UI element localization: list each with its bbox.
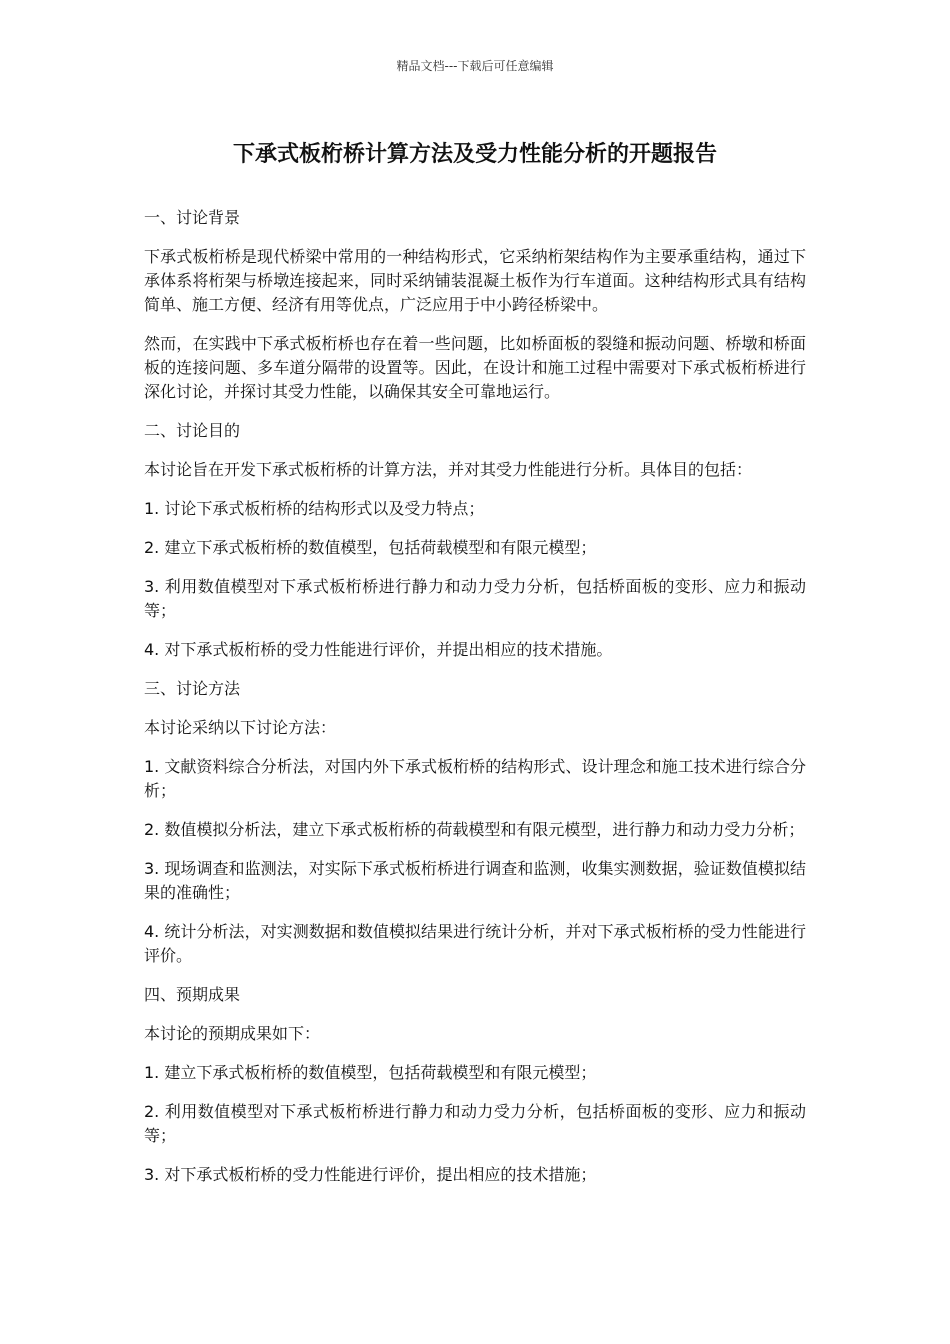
- result-item-3: 3. 对下承式板桁桥的受力性能进行评价，提出相应的技术措施；: [144, 1165, 597, 1184]
- result-item-1: 1. 建立下承式板桁桥的数值模型，包括荷载模型和有限元模型；: [144, 1063, 597, 1082]
- paragraph-purpose-intro: 本讨论旨在开发下承式板桁桥的计算方法，并对其受力性能进行分析。具体目的包括：: [144, 460, 753, 479]
- document-body: [144, 206, 806, 1202]
- paragraph-results-intro: 本讨论的预期成果如下：: [144, 1024, 321, 1043]
- section-heading-results: 四、预期成果: [144, 985, 241, 1004]
- paragraph-background-2: 然而，在实践中下承式板桁桥也存在着一些问题，比如桥面板的裂缝和振动问题、桥墩和桥面板的连接问题、多车道分隔带的设置等。因此，在设计和施工过程中需要对下承式板桁桥进行深化讨论，并探讨其受力性能，以确保其安全可靠地运行。: [144, 334, 806, 401]
- paragraph-method-intro: 本讨论采纳以下讨论方法：: [144, 718, 337, 737]
- result-item-2: 2. 利用数值模型对下承式板桁桥进行静力和动力受力分析，包括桥面板的变形、应力和振动等；: [144, 1102, 806, 1145]
- method-item-2: 2. 数值模拟分析法，建立下承式板桁桥的荷载模型和有限元模型，进行静力和动力受力分析；: [144, 820, 805, 839]
- header-note: 精品文档---下载后可任意编辑: [396, 59, 554, 73]
- purpose-item-4: 4. 对下承式板桁桥的受力性能进行评价，并提出相应的技术措施。: [144, 640, 613, 659]
- method-item-3: 3. 现场调查和监测法，对实际下承式板桁桥进行调查和监测，收集实测数据，验证数值模拟结果的准确性；: [144, 859, 806, 902]
- document-title: 下承式板桁桥计算方法及受力性能分析的开题报告: [232, 142, 717, 167]
- method-item-1: 1. 文献资料综合分析法，对国内外下承式板桁桥的结构形式、设计理念和施工技术进行综合分析；: [144, 757, 806, 800]
- section-heading-method: 三、讨论方法: [144, 679, 241, 698]
- purpose-item-2: 2. 建立下承式板桁桥的数值模型，包括荷载模型和有限元模型；: [144, 538, 597, 557]
- section-heading-background: 一、讨论背景: [144, 208, 241, 227]
- section-heading-purpose: 二、讨论目的: [144, 421, 241, 440]
- purpose-item-3: 3. 利用数值模型对下承式板桁桥进行静力和动力受力分析，包括桥面板的变形、应力和振动等；: [144, 577, 806, 620]
- paragraph-background-1: 下承式板桁桥是现代桥梁中常用的一种结构形式，它采纳桁架结构作为主要承重结构，通过下承体系将桁架与桥墩连接起来，同时采纳铺装混凝土板作为行车道面。这种结构形式具有结构简单、施工方便、经济有用等优点，广泛应用于中小跨径桥梁中。: [144, 247, 806, 314]
- purpose-item-1: 1. 讨论下承式板桁桥的结构形式以及受力特点；: [144, 499, 485, 518]
- method-item-4: 4. 统计分析法，对实测数据和数值模拟结果进行统计分析，并对下承式板桁桥的受力性能进行评价。: [144, 922, 806, 965]
